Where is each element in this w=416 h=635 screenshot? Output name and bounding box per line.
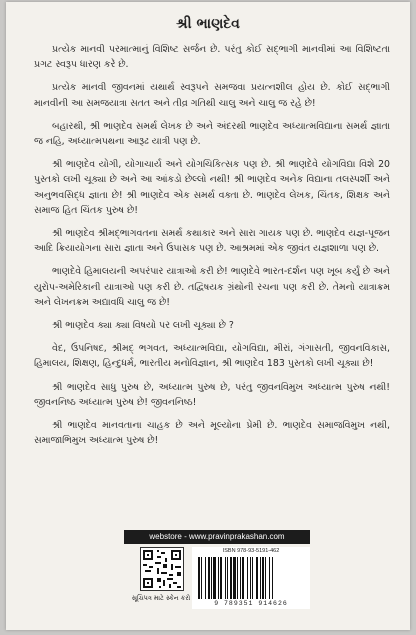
- bio-paragraph: શ્રી ભાણદેવ યોગી, યોગાચાર્ય અને યોગચિકિત્સક પણ છે. શ્રી ભાણદેવે યોગવિદ્યા વિશે 20 પુસ્તકો લખી ચૂક્યા છે અને આ આંકડો છેલ્લો નથી! શ્રી ભાણદેવ અનેક વિદ્યાના તલસ્પર્શી અને અનુભવસિદ્ધ જ્ઞાતા છે! શ્રી ભાણદેવ એક સમર્થ વક્તા છે. ભાણદેવ લેખક, ચિંતક, શિક્ષક અને સમાજ હિત ચિંતક પુરુષ છે!: [34, 159, 390, 216]
- barcode-bar: [237, 557, 238, 599]
- barcode-bar: [269, 557, 270, 599]
- barcode-bar: [218, 557, 219, 599]
- barcode: [198, 557, 304, 599]
- bio-paragraph: શ્રી ભાણદેવ માનવતાના ચાહક છે અને મૂલ્યોના પ્રેમી છે. ભાણદેવ સમાજવિમુખ નથી, સમાજાભિમુખ અધ્યાત્મ પુરુષ છે!: [34, 420, 390, 447]
- bio-paragraph: બહારથી, શ્રી ભાણદેવ સમર્થ લેખક છે અને અંદરથી ભાણદેવ અધ્યાત્મવિદ્યાના સમર્થ જ્ઞાતા જ નહિ, અધ્યાત્મપથના આરૂઢ યાત્રી પણ છે.: [34, 120, 390, 148]
- barcode-bar: [205, 557, 206, 599]
- barcode-bar: [240, 557, 241, 599]
- bio-question: શ્રી ભાણદેવ ક્યા ક્યા વિષયો પર લખી ચૂક્યા છે ?: [52, 320, 234, 332]
- barcode-bar: [230, 557, 232, 599]
- barcode-bar: [260, 557, 261, 599]
- barcode-bar: [198, 557, 200, 599]
- barcode-bar: [213, 557, 216, 599]
- barcode-bar: [265, 557, 266, 599]
- barcode-bar: [208, 557, 210, 599]
- bio-paragraph: પ્રત્યેક માનવી પરમાત્માનું વિશિષ્ટ સર્જન છે. પરંતુ કોઈ સદ્‌ભાગી માનવીમાં આ વિશિષ્ટતા પ્રગટ સ્વરૂપ ધારણ કરે છે.: [34, 44, 390, 71]
- bio-paragraph: શ્રી ભાણદેવ સાધુ પુરુષ છે, અધ્યાત્મ પુરુષ છે, પરંતુ જીવનવિમુખ અધ્યાત્મ પુરુષ નથી! જીવનનિષ્ઠ અધ્યાત્મ પુરુષ છે! જીવનનિષ્ઠ!: [34, 381, 390, 408]
- barcode-bar: [227, 557, 228, 599]
- publisher-footer: [6, 530, 410, 630]
- barcode-bar: [225, 557, 226, 599]
- barcode-bar: [272, 557, 273, 599]
- barcode-bar: [201, 557, 202, 599]
- barcode-bar: [250, 557, 251, 599]
- barcode-bar: [220, 557, 222, 599]
- bio-paragraph: પ્રત્યેક માનવી જીવનમાં યથાર્થ સ્વરૂપને સમજવા પ્રયત્નશીલ હોય છે. કોઈ સદ્‌ભાગી માનવીની આ સમજયાત્રા સતત અને તીવ્ર ગતિથી ચાલુ અને ચાલુ જ રહે છે!: [34, 82, 390, 109]
- barcode-bar: [256, 557, 258, 599]
- qr-code-icon: [141, 548, 183, 590]
- qr-code[interactable]: [140, 547, 184, 591]
- author-title: શ્રી ભાણદેવ: [176, 16, 240, 32]
- qr-caption: સૂચિપત્ર માટે સ્કેન કરો: [131, 594, 191, 602]
- barcode-bar: [242, 557, 244, 599]
- bio-paragraph: ભાણદેવે હિમાલયની અપરંપાર યાત્રાઓ કરી છે! ભાણદેવે ભારત-દર્શન પણ ખૂબ કર્યું છે અને યુરોપ-અમેરિકાની યાત્રાઓ પણ કરી છે. તદ્વિષયક ગ્રંથોની રચના પણ કરી છે. તેમનો યાત્રાક્રમ અને લેખનક્રમ અદ્યાવધિ ચાલુ જ છે!: [34, 266, 390, 308]
- webstore-banner[interactable]: webstore - www.pravinprakashan.com: [124, 530, 310, 544]
- bio-paragraph: શ્રી ભાણદેવ શ્રીમદ્‌ભાગવતના સમર્થ કથાકાર અને સારા ગાયક પણ છે. ભાણદેવ યજ્ઞ-પૂજન આદિ ક્રિયાયોગના સારા જ્ઞાતા અને ઉપાસક પણ છે. આશ્રમમાં એક જીવંત યજ્ઞશાળા પણ છે.: [34, 228, 390, 255]
- isbn-label: ISBN 978-93-5191-462: [222, 548, 280, 554]
- barcode-bar: [252, 557, 253, 599]
- isbn-block: [192, 547, 310, 609]
- bio-paragraph: વેદ, ઉપનિષદ, શ્રીમદ્‌ ભગવત, અધ્યાત્મવિદ્યા, યોગવિદ્યા, મીરાં, ગંગાસતી, જીવનવિકાસ, હિમાલય, શિક્ષણ, હિન્દુધર્મ, ભારતીય મનોવિજ્ઞાન, શ્રી ભાણદેવ 183 પુસ્તકો લખી ચૂક્યા છે!: [34, 343, 390, 370]
- barcode-bar: [233, 557, 236, 599]
- author-bio: [34, 42, 390, 448]
- book-back-cover: [6, 2, 410, 630]
- barcode-bar: [211, 557, 212, 599]
- barcode-bar: [262, 557, 264, 599]
- isbn-number: 9 789351 914626: [214, 600, 288, 607]
- barcode-bar: [247, 557, 248, 599]
